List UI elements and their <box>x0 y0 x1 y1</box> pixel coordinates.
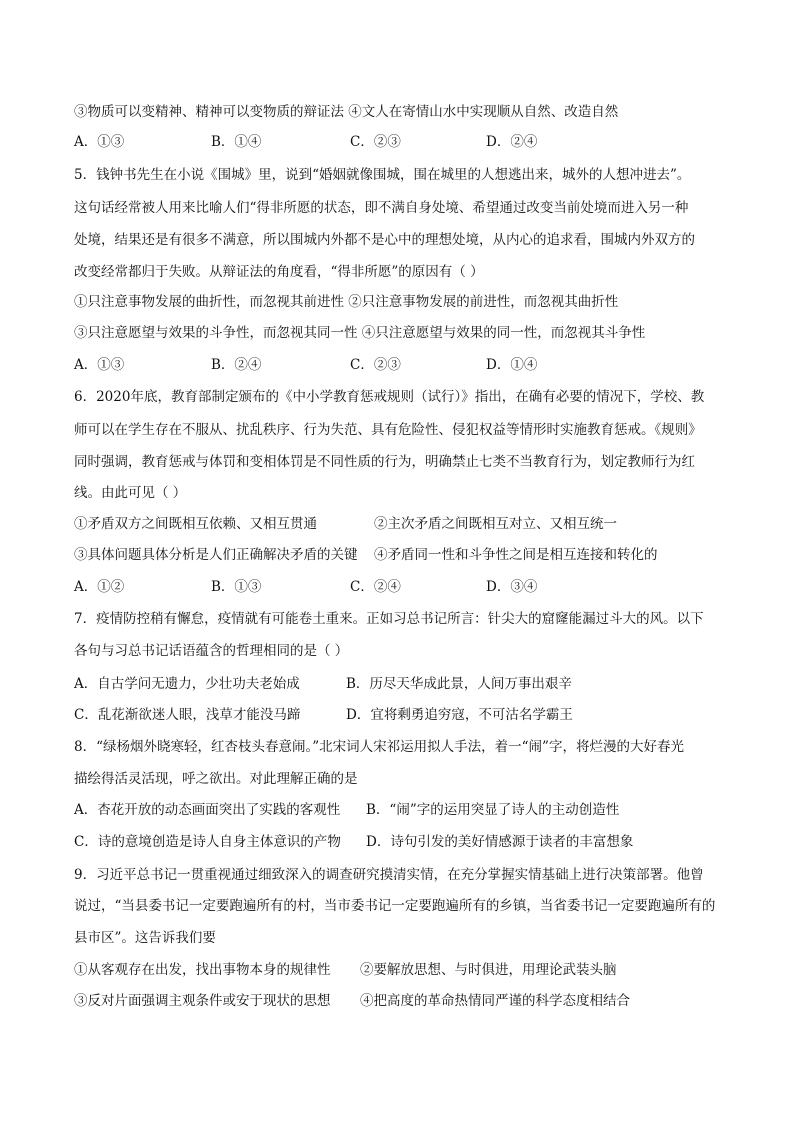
q6-options <box>74 578 734 596</box>
q9-stem-line-2: 说过，“当县委书记一定要跑遍所有的村，当市委书记一定要跑遍所有的乡镇，当省委书记一定要跑遍所有的 <box>74 898 716 914</box>
q6-stem-line-3: 同时强调，教育惩戒与体罚和变相体罚是不同性质的行为，明确禁止七类不当教育行为，划定教师行为红 <box>74 454 695 470</box>
q7-option-d[interactable]: D．宜将剩勇追穷寇，不可沽名学霸王 <box>346 707 573 723</box>
q5-statement-1: ①只注意事物发展的曲折性，而忽视其前进性 ②只注意事物发展的前进性，而忽视其曲折性 <box>74 294 619 310</box>
q8-stem-line-2: 描绘得活灵活现，呼之欲出。对此理解正确的是 <box>74 771 358 787</box>
q9-stem-line-1: 9．习近平总书记一贯重视通过细致深入的调查研究摸清实情，在充分掌握实情基础上进行决策部署。他曾 <box>74 867 704 883</box>
q7-option-c[interactable]: C．乱花渐欲迷人眼，浅草才能没马蹄 <box>74 707 301 723</box>
q9-statement-1: ①从客观存在出发，找出事物本身的规律性 <box>74 962 331 978</box>
q6-statement-3: ③具体问题具体分析是人们正确解决矛盾的关键 <box>74 547 358 563</box>
q7-stem-line-1: 7．疫情防控稍有懈怠，疫情就有可能卷土重来。正如习总书记所言：针尖大的窟窿能漏过斗大的风。以下 <box>74 611 704 627</box>
q9-statement-2: ②要解放思想、与时俱进，用理论武装头脑 <box>360 962 617 978</box>
q8-options-row-1 <box>74 801 734 819</box>
q6-option-d[interactable]: D．③④ <box>486 579 538 595</box>
q7-options-row-1 <box>74 675 734 693</box>
q8-option-c[interactable]: C．诗的意境创造是诗人自身主体意识的产物 <box>74 834 341 850</box>
q6-stem-line-2: 师可以在学生存在不服从、扰乱秩序、行为失范、具有危险性、侵犯权益等情形时实施教育惩戒。《规则》 <box>74 422 702 438</box>
q6-option-b[interactable]: B．①③ <box>211 579 262 595</box>
q4-options <box>74 133 734 151</box>
q9-statements-row-1 <box>74 961 734 979</box>
q4-statement-line: ③物质可以变精神、精神可以变物质的辩证法 ④文人在寄情山水中实现顺从自然、改造自然 <box>74 104 619 120</box>
q4-option-b[interactable]: B．①④ <box>211 134 262 150</box>
q6-statement-1: ①矛盾双方之间既相互依赖、又相互贯通 <box>74 516 317 532</box>
q7-stem-line-2: 各句与习总书记话语蕴含的哲理相同的是（ ） <box>74 643 349 659</box>
q9-stem-line-3: 县市区”。这告诉我们要 <box>74 930 216 946</box>
q5-options <box>74 356 734 374</box>
q5-stem-line-4: 改变经常都归于失败。从辩证法的角度看，“得非所愿”的原因有（ ） <box>74 264 484 280</box>
q5-option-a[interactable]: A．①③ <box>74 357 125 373</box>
q6-option-a[interactable]: A．①② <box>74 579 125 595</box>
q9-statement-4: ④把高度的革命热情同严谨的科学态度相结合 <box>360 993 630 1009</box>
q7-options-row-2 <box>74 706 734 724</box>
q6-stem-line-4: 线。由此可见（ ） <box>74 485 187 501</box>
q5-option-d[interactable]: D．①④ <box>486 357 538 373</box>
q7-option-b[interactable]: B．历尽天华成此景，人间万事出艰辛 <box>346 676 572 692</box>
q9-statement-3: ③反对片面强调主观条件或安于现状的思想 <box>74 993 331 1009</box>
q9-statements-row-2 <box>74 992 734 1010</box>
q6-statement-2: ②主次矛盾之间既相互对立、又相互统一 <box>374 516 617 532</box>
q8-option-d[interactable]: D．诗句引发的美好情感源于读者的丰富想象 <box>366 834 634 850</box>
q8-options-row-2 <box>74 833 734 851</box>
q6-stem-line-1: 6．2020年底，教育部制定颁布的《中小学教育惩戒规则（试行）》指出，在确有必要的情况下，学校、教 <box>74 389 705 405</box>
q8-option-b[interactable]: B．“闹”字的运用突显了诗人的主动创造性 <box>366 802 620 818</box>
q5-option-c[interactable]: C．②③ <box>350 357 401 373</box>
q5-stem-line-3: 处境，结果还是有很多不满意，所以围城内外都不是心中的理想处境，从内心的追求看，围城内外双方的 <box>74 232 695 248</box>
q6-statements-row-2 <box>74 546 734 564</box>
q5-stem-line-2: 这句话经常被人用来比喻人们“得非所愿的状态，即不满自身处境、希望通过改变当前处境而进入另一种 <box>74 200 689 216</box>
q4-option-a[interactable]: A．①③ <box>74 134 125 150</box>
q5-stem-line-1: 5．钱钟书先生在小说《围城》里，说到“婚姻就像围城，围在城里的人想逃出来，城外的人想冲进去”。 <box>74 167 691 183</box>
q8-option-a[interactable]: A．杏花开放的动态画面突出了实践的客观性 <box>74 802 341 818</box>
q6-option-c[interactable]: C．②④ <box>350 579 401 595</box>
q7-option-a[interactable]: A．自古学问无遗力，少壮功夫老始成 <box>74 676 300 692</box>
q8-stem-line-1: 8．“绿杨烟外晓寒轻，红杏枝头春意闹。”北宋词人宋祁运用拟人手法，着一“闹”字，将烂漫的大好春光 <box>74 739 684 755</box>
q5-statement-2: ③只注意愿望与效果的斗争性，而忽视其同一性 ④只注意愿望与效果的同一性，而忽视其斗争性 <box>74 325 646 341</box>
q4-option-d[interactable]: D．②④ <box>486 134 538 150</box>
q6-statements-row-1 <box>74 515 734 533</box>
q6-statement-4: ④矛盾同一性和斗争性之间是相互连接和转化的 <box>374 547 658 563</box>
q4-option-c[interactable]: C．②③ <box>350 134 401 150</box>
q5-option-b[interactable]: B．②④ <box>211 357 262 373</box>
